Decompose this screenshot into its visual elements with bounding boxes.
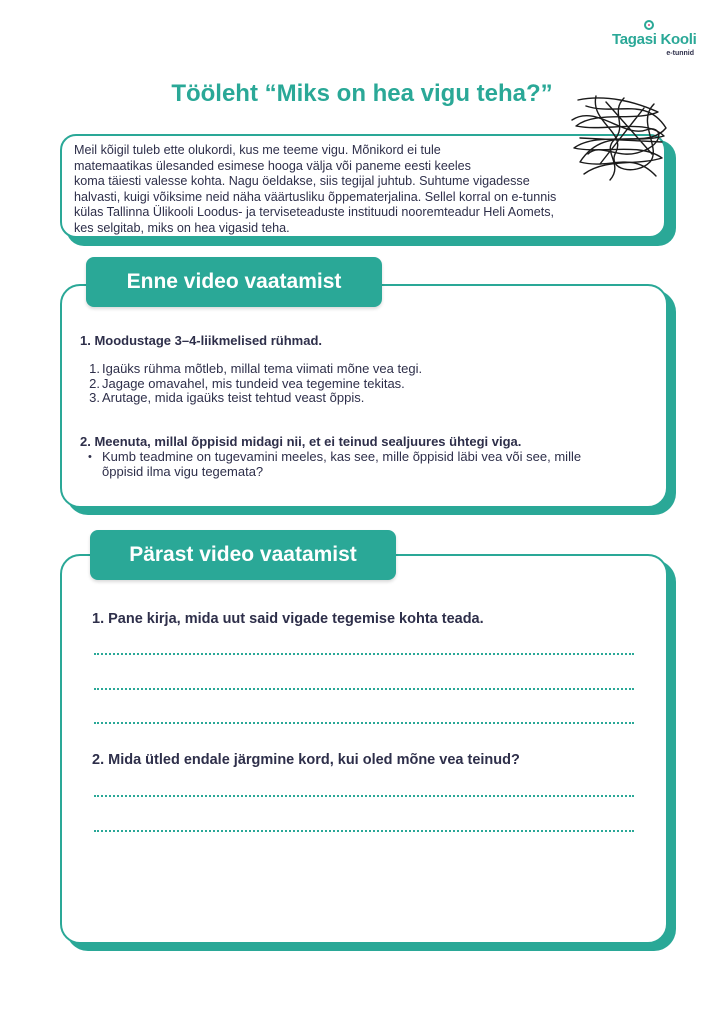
after-section-tab: Pärast video vaatamist bbox=[90, 530, 396, 580]
list-item-continuation bbox=[80, 465, 666, 480]
answer-line[interactable] bbox=[94, 722, 634, 724]
list-item-text: Arutage, mida igaüks teist tehtud veast õppis. bbox=[102, 390, 365, 405]
list-item-text: Jagage omavahel, mis tundeid vea tegemine tekitas. bbox=[102, 375, 405, 391]
list-item-text: õppisid ilma vigu tegemata? bbox=[102, 463, 264, 479]
intro-line: Meil kõigil tuleb ette olukordi, kus me teeme vigu. Mõnikord ei tule bbox=[74, 143, 441, 157]
logo-subtitle: e-tunnid bbox=[666, 50, 694, 57]
list-item bbox=[86, 362, 646, 377]
before-steps-list bbox=[86, 362, 646, 406]
bullet-icon: • bbox=[88, 451, 92, 463]
page-title: Tööleht “Miks on hea vigu teha?” bbox=[171, 80, 553, 107]
answer-line[interactable] bbox=[94, 688, 634, 690]
logo-mark-icon bbox=[644, 20, 654, 30]
list-item bbox=[86, 377, 646, 392]
before-question-2: 2. Meenuta, millal õppisid midagi nii, et ei teinud sealjuures ühtegi viga. bbox=[80, 434, 522, 449]
intro-line: koma täiesti valesse kohta. Nagu öeldakse, siis tegijal juhtub. Suhtume vigadesse bbox=[74, 174, 530, 188]
after-question-1: 1. Pane kirja, mida uut said vigade tegemise kohta teada. bbox=[92, 611, 484, 627]
after-question-2: 2. Mida ütled endale järgmine kord, kui oled mõne vea teinud? bbox=[92, 752, 520, 768]
logo-title: Tagasi Kooli bbox=[612, 31, 697, 48]
list-item bbox=[80, 450, 666, 465]
list-item-text: Igaüks rühma mõtleb, millal tema viimati mõne vea tegi. bbox=[102, 361, 423, 376]
scribble-icon bbox=[566, 92, 670, 182]
answer-line[interactable] bbox=[94, 653, 634, 655]
before-section-tab: Enne video vaatamist bbox=[86, 257, 382, 307]
before-question-1: 1. Moodustage 3–4-liikmelised rühmad. bbox=[80, 333, 323, 348]
answer-line[interactable] bbox=[94, 795, 634, 797]
intro-line: halvasti, kuigi võiksime neid näha väärtusliku õppematerjalina. Sellel korral on e-tunnis bbox=[74, 189, 557, 204]
list-item-number: 2. bbox=[89, 375, 100, 391]
list-item-text: Kumb teadmine on tugevamini meeles, kas see, mille õppisid läbi vea või see, mille bbox=[102, 449, 582, 464]
intro-line: matemaatikas ülesanded esimese hooga välja või paneme eesti keeles bbox=[74, 158, 471, 173]
list-item bbox=[86, 391, 646, 406]
list-item-number: 3. bbox=[89, 390, 100, 405]
list-item-number: 1. bbox=[89, 361, 100, 376]
logo bbox=[606, 20, 698, 60]
before-bullet-list bbox=[80, 450, 666, 479]
intro-line: külas Tallinna Ülikooli Loodus- ja terviseteaduste instituudi nooremteadur Heli Aomets, bbox=[74, 205, 554, 219]
answer-line[interactable] bbox=[94, 830, 634, 832]
intro-line: kes selgitab, miks on hea vigasid teha. bbox=[74, 220, 290, 235]
